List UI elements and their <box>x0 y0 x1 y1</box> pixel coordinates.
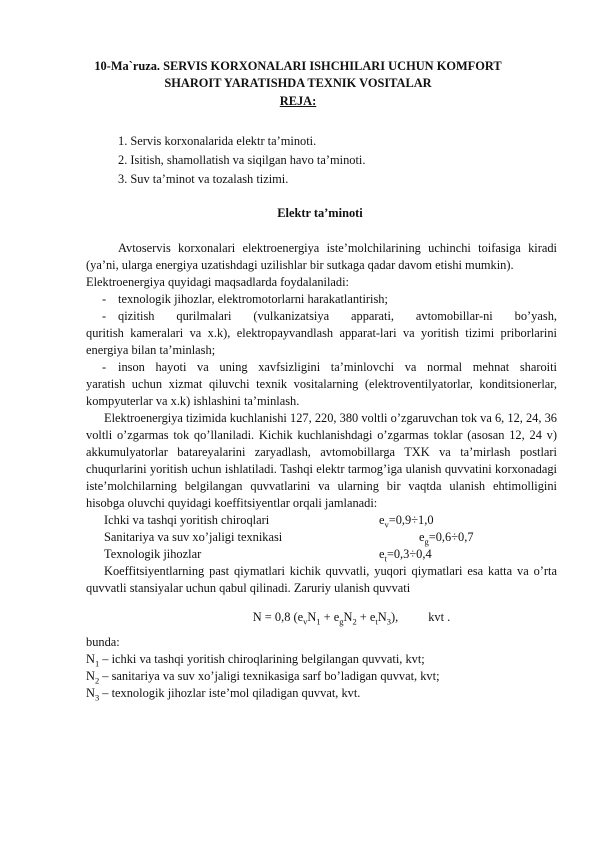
bullet-text-2-rest: quritish kameralari va x.k), elektropayvandlash apparat-lari va yoritish tizimi priborlarini energiya bilan ta’minlash; <box>86 326 557 357</box>
plan-heading: REJA: <box>279 94 317 108</box>
title-line-2: SHAROIT YARATISHDA TEXNIK VOSITALAR <box>164 76 432 90</box>
body-text <box>86 240 557 702</box>
definition-n1: $N_1$ – ichki va tashqi yoritish chiroqlarining belgilangan quvvati, kvt; <box>86 652 425 669</box>
title-line-1: 10-Ma`ruza. SERVIS KORXONALARI ISHCHILARI UCHUN KOMFORT <box>94 59 502 73</box>
bullet-text-3-first: inson hayoti va uning xavfsizligini ta’minlovchi va normal mehnat sharoiti <box>118 360 557 374</box>
paragraph-voltages: Elektroenergiya tizimida kuchlanishi 127, 220, 380 voltli o’zgaruvchan tok va 6, 12, 24, 36 voltli o’zgarmas tok qo’llaniladi. Kichik kuchlanishdagi o’zgarmas toklar (asosan 12, 24 v) akkumulyatorlar batareyalarini zaryadlash, avtomobillarga TXK va ta’mirlash postlari chuqurlarini yoritish uchun ishlatiladi. Tashqi elektr tarmog’iga ulanish quvvatini korxonadagi iste’molchilarning belgilangan quvvatlarini va ularning bir vaqtda ulanish ehtimolligini hisobga oluvchi quyidagi koeffitsiyentlar orqali jamlanadi: <box>86 411 557 510</box>
coefficient-name: Texnologik jihozlar <box>104 547 202 561</box>
list-item <box>86 291 557 308</box>
list-item <box>86 308 557 325</box>
coefficient-value: $e_v=0,9\div 1,0$ <box>379 513 434 530</box>
list-item <box>86 359 557 376</box>
section-title: Elektr ta’minoti <box>277 206 363 220</box>
coefficient-name: Ichki va tashqi yoritish chiroqlari <box>104 513 270 527</box>
paragraph-intro: Avtoservis korxonalari elektroenergiya iste’molchilarining uchinchi toifasiga kiradi (ya’ni, ularga energiya uzatishdagi uzilishlar bir sutkaga qadar davom etishi mumkin). <box>86 241 557 272</box>
paragraph-purposes: Elektroenergiya quyidagi maqsadlarda foydalaniladi: <box>86 275 349 289</box>
plan-item-3: 3. Suv ta’minot va tozalash tizimi. <box>118 172 289 186</box>
coefficient-row <box>86 512 557 529</box>
bunda-label: bunda: <box>86 635 120 649</box>
plan-list <box>118 133 365 190</box>
bullet-text-3-rest: yaratish uchun xizmat qiluvchi texnik vositalarning (elektroventilyatorlar, konditsionerlar, kompyuterlar va x.k) ishlashini ta’minlash. <box>86 377 557 408</box>
dash-marker: - <box>102 309 107 323</box>
coefficient-name: Sanitariya va suv xo’jaligi texnikasi <box>104 530 283 544</box>
coefficient-value: $e_t=0,3\div 0,4$ <box>379 547 432 564</box>
definition-n3: $N_3$ – texnologik jihozlar iste’mol qiladigan quvvat, kvt. <box>86 686 361 703</box>
lecture-title <box>60 58 536 92</box>
plan-item-2: 2. Isitish, shamollatish va siqilgan havo ta’minoti. <box>118 153 366 167</box>
definition-n2: $N_2$ – sanitariya va suv xo’jaligi texnikasiga sarf bo’ladigan quvvat, kvt; <box>86 669 440 686</box>
plan-item-1: 1. Servis korxonalarida elektr ta’minoti. <box>118 134 317 148</box>
bullet-text-2-first: qizitish qurilmalari (vulkanizatsiya apparati, avtomobillar-ni bo’yash, <box>118 309 557 323</box>
bullet-text-1: texnologik jihozlar, elektromotorlarni harakatlantirish; <box>118 292 388 306</box>
coefficient-value: $e_g=0,6\div 0,7$ <box>419 530 474 547</box>
dash-marker: - <box>102 360 107 374</box>
coefficient-row <box>86 546 557 563</box>
formula-unit: kvt . <box>428 610 451 624</box>
power-formula: N = 0,8 $(e_vN_1 + e_gN_2 + e_tN_3)$, kvt . <box>252 610 451 627</box>
coefficient-row <box>86 529 557 546</box>
dash-marker: - <box>102 292 107 306</box>
paragraph-coefficients: Koeffitsiyentlarning past qiymatlari kichik quvvatli, yuqori qiymatlari esa katta va o’rta quvvatli stansiyalar uchun qabul qilinadi. Zaruriy ulanish quvvati <box>86 564 557 595</box>
